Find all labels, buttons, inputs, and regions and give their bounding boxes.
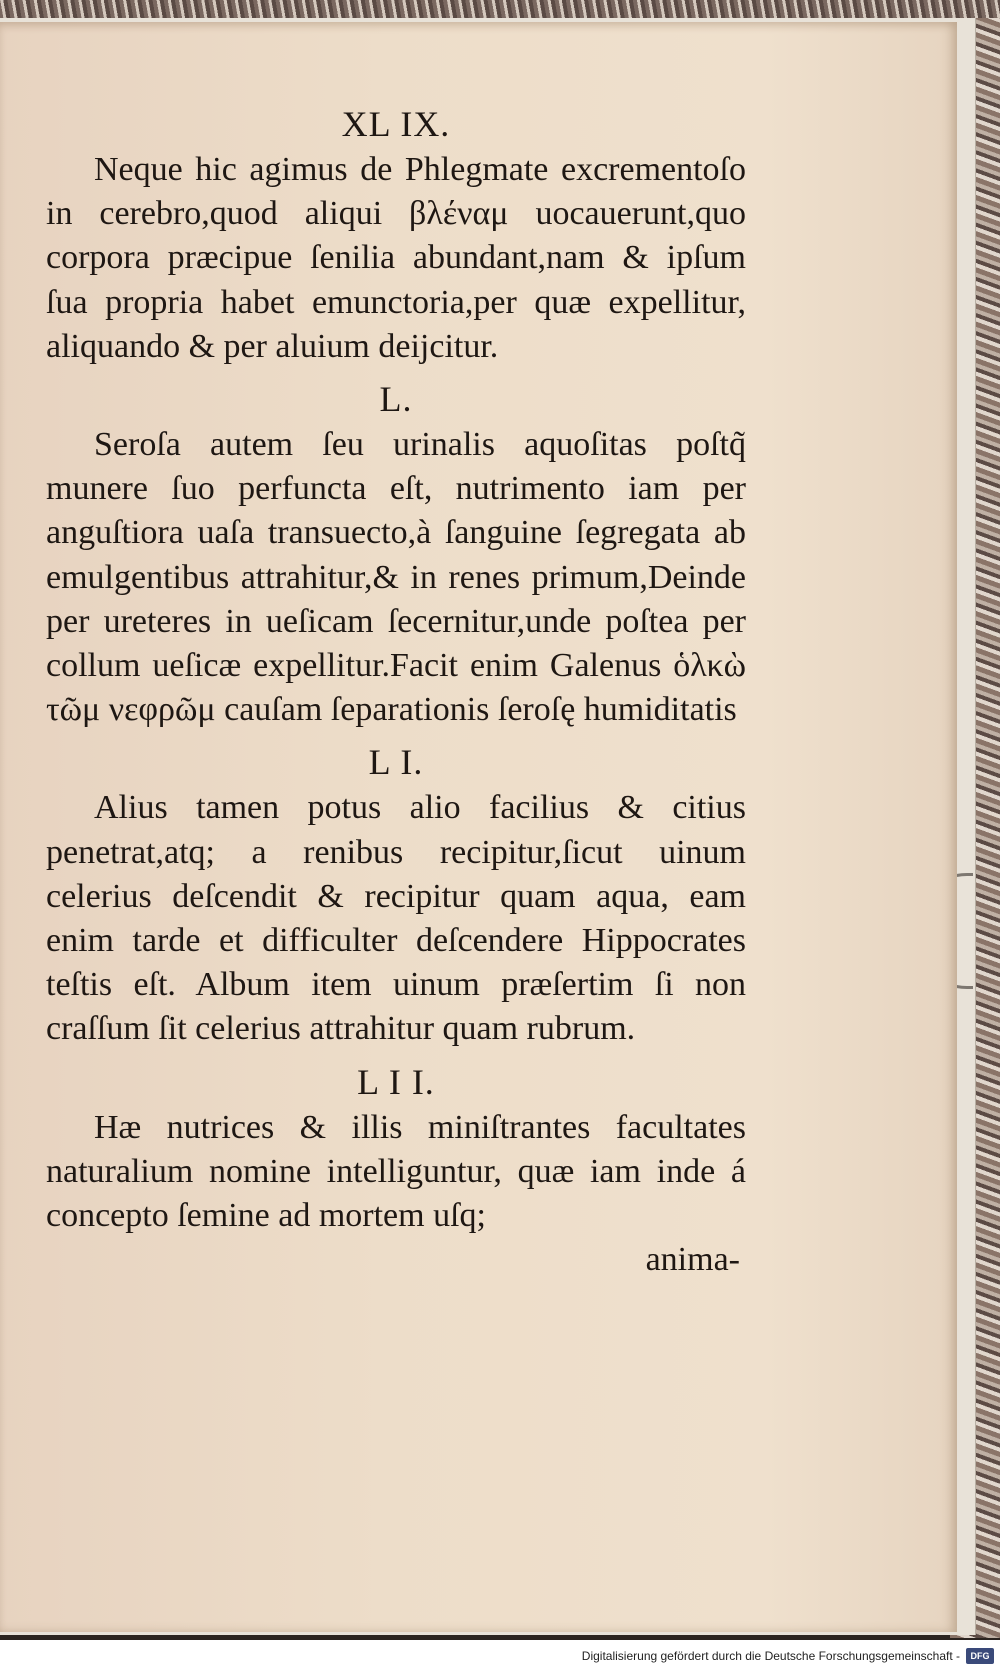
- paragraph-xlix: Neque hic agimus de Phlegmate excrementoſo in cerebro,quod aliqui βλέναμ uocauerunt,quo corpora præcipue ſenilia abundant,nam & ipſum ſua propria habet emunctoria,per quæ expellitur, aliquando & per aluium deijcitur.: [46, 151, 746, 365]
- section-heading-li: L I.: [368, 742, 424, 783]
- page-text-block: [46, 100, 746, 1282]
- paragraph-l: Seroſa autem ſeu urinalis aquoſitas poſtq̃ munere ſuo perfuncta eſt, nutrimento iam per anguſtiora uaſa transuecto,à ſanguine ſegregata ab emulgentibus attrahitur,& in renes primum,Deinde per ureteres in ueſicam ſecernitur,unde poſtea per collum ueſicæ expellitur.Facit enim Galenus ὁλκὼ τῶμ νεφρῶμ cauſam ſeparationis ſeroſę humiditatis: [46, 426, 746, 729]
- digitization-footer: [0, 1640, 1000, 1673]
- running-head: XL IX.: [341, 104, 451, 144]
- catchword: anima-: [645, 1241, 740, 1279]
- section-heading-lii: L I I.: [357, 1061, 435, 1102]
- footer-credit: Digitalisierung gefördert durch die Deutsche Forschungsgemeinschaft -: [581, 1649, 960, 1663]
- dfg-logo: DFG: [966, 1648, 994, 1664]
- paragraph-lii: Hæ nutrices & illis miniſtrantes facultates naturalium nomine intelliguntur, quæ iam inde á concepto ſemine ad mortem uſq;: [46, 1108, 746, 1235]
- paragraph-li: Alius tamen potus alio facilius & citius penetrat,atq; a renibus recipitur,ſicut uinum celerius deſcendit & recipitur quam aqua, eam enim tarde et difficulter deſcendere Hippocrates teſtis eſt. Album item uinum præſertim ſi non craſſum ſit celerius attrahitur quam rubrum.: [46, 789, 746, 1048]
- book-page: [0, 22, 957, 1632]
- section-heading-l: L.: [379, 379, 413, 420]
